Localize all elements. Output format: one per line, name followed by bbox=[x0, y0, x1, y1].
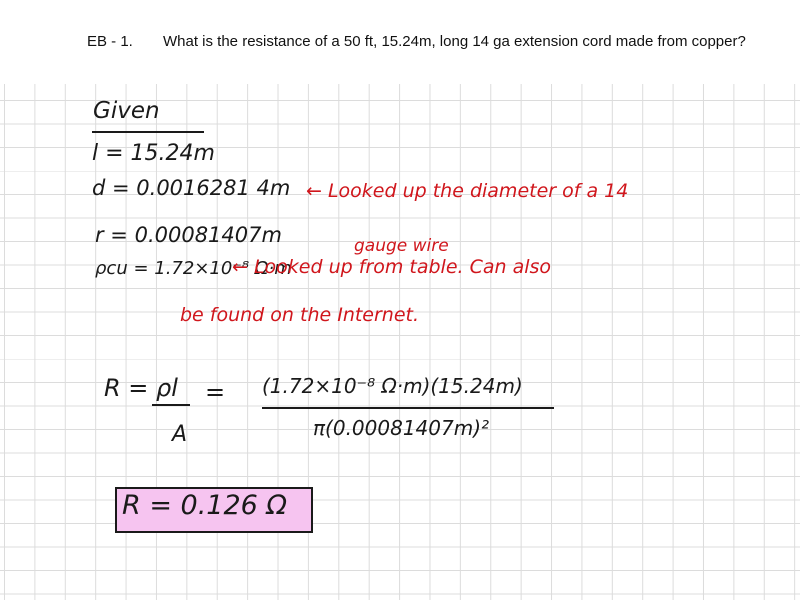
given-underline bbox=[92, 131, 204, 133]
given-heading: Given bbox=[93, 98, 160, 124]
lhs-fraction-bar bbox=[152, 404, 190, 406]
diameter-note: ← Looked up the diameter of a 14 bbox=[306, 180, 629, 202]
final-answer: R = 0.126 Ω bbox=[122, 490, 288, 521]
problem-number: EB - 1. bbox=[87, 33, 133, 50]
length-value: l = 15.24m bbox=[92, 141, 215, 166]
equation-lhs: R = ρl bbox=[104, 374, 178, 402]
radius-note: gauge wire bbox=[354, 236, 449, 256]
equation-numerator: (1.72×10⁻⁸ Ω·m)(15.24m) bbox=[262, 374, 523, 398]
resistivity-note-continued: be found on the Internet. bbox=[180, 304, 420, 326]
problem-question: What is the resistance of a 50 ft, 15.24m, long 14 ga extension cord made from copper? bbox=[163, 33, 746, 50]
equation-fraction-bar bbox=[262, 407, 554, 409]
diameter-value: d = 0.0016281 4m bbox=[92, 176, 291, 200]
resistivity-value: ρcu = 1.72×10⁻⁸ Ω·m bbox=[95, 258, 292, 279]
equation-equals: = bbox=[205, 378, 226, 406]
radius-value: r = 0.00081407m bbox=[95, 223, 282, 247]
equation-area-symbol: A bbox=[172, 422, 188, 447]
problem-header bbox=[0, 0, 800, 84]
equation-denominator: π(0.00081407m)² bbox=[313, 416, 490, 440]
resistivity-note: ← Looked up from table. Can also bbox=[232, 256, 552, 278]
